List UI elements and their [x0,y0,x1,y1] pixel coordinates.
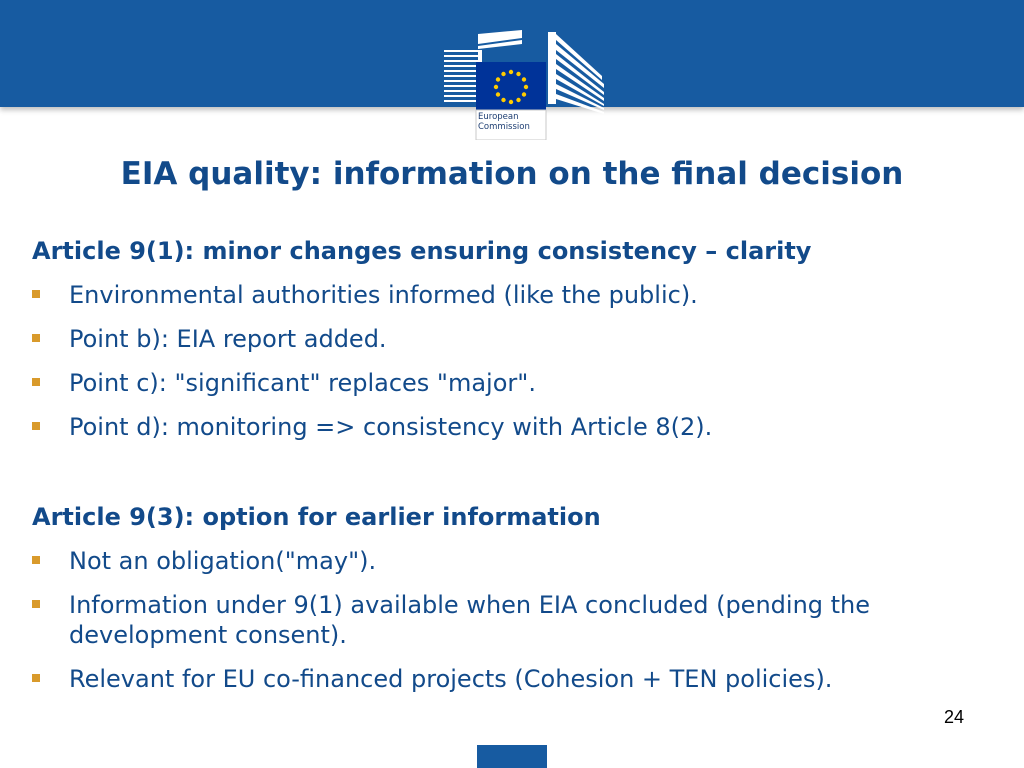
list-item-text: Point d): monitoring => consistency with Article 8(2). [69,413,713,441]
slide-title: EIA quality: information on the final decision [120,156,904,192]
list-item-text: Point c): "significant" replaces "major". [69,369,536,397]
list-item [32,546,992,576]
bullet-square-icon [32,556,40,564]
list-item-text: Information under 9(1) available when EIA concluded (pending the development consent). [69,591,871,649]
list-item-text: Not an obligation("may"). [69,547,377,575]
bullet-square-icon [32,334,40,342]
list-item-text: Relevant for EU co-financed projects (Cohesion + TEN policies). [69,665,833,693]
list-item [32,412,992,442]
bullet-square-icon [32,422,40,430]
bullet-square-icon [32,378,40,386]
section-heading: Article 9(3): option for earlier information [32,503,601,531]
bullet-list [32,546,992,694]
list-item [32,368,992,398]
logo-label-line1: European [478,112,519,122]
bullet-square-icon [32,600,40,608]
list-item-text: Environmental authorities informed (like the public). [69,281,698,309]
bullet-list [32,280,992,442]
list-item [32,324,992,354]
section-article-9-1 [32,236,992,442]
section-heading: Article 9(1): minor changes ensuring consistency – clarity [32,237,812,265]
logo-label [478,112,550,132]
list-item [32,664,992,694]
logo-label-line2: Commission [478,122,530,132]
list-item-text: Point b): EIA report added. [69,325,387,353]
list-item [32,280,992,310]
list-item [32,590,992,650]
section-article-9-3 [32,502,992,694]
footer-flag-strip [477,745,547,768]
bullet-square-icon [32,290,40,298]
bullet-square-icon [32,674,40,682]
page-number: 24 [943,707,964,727]
